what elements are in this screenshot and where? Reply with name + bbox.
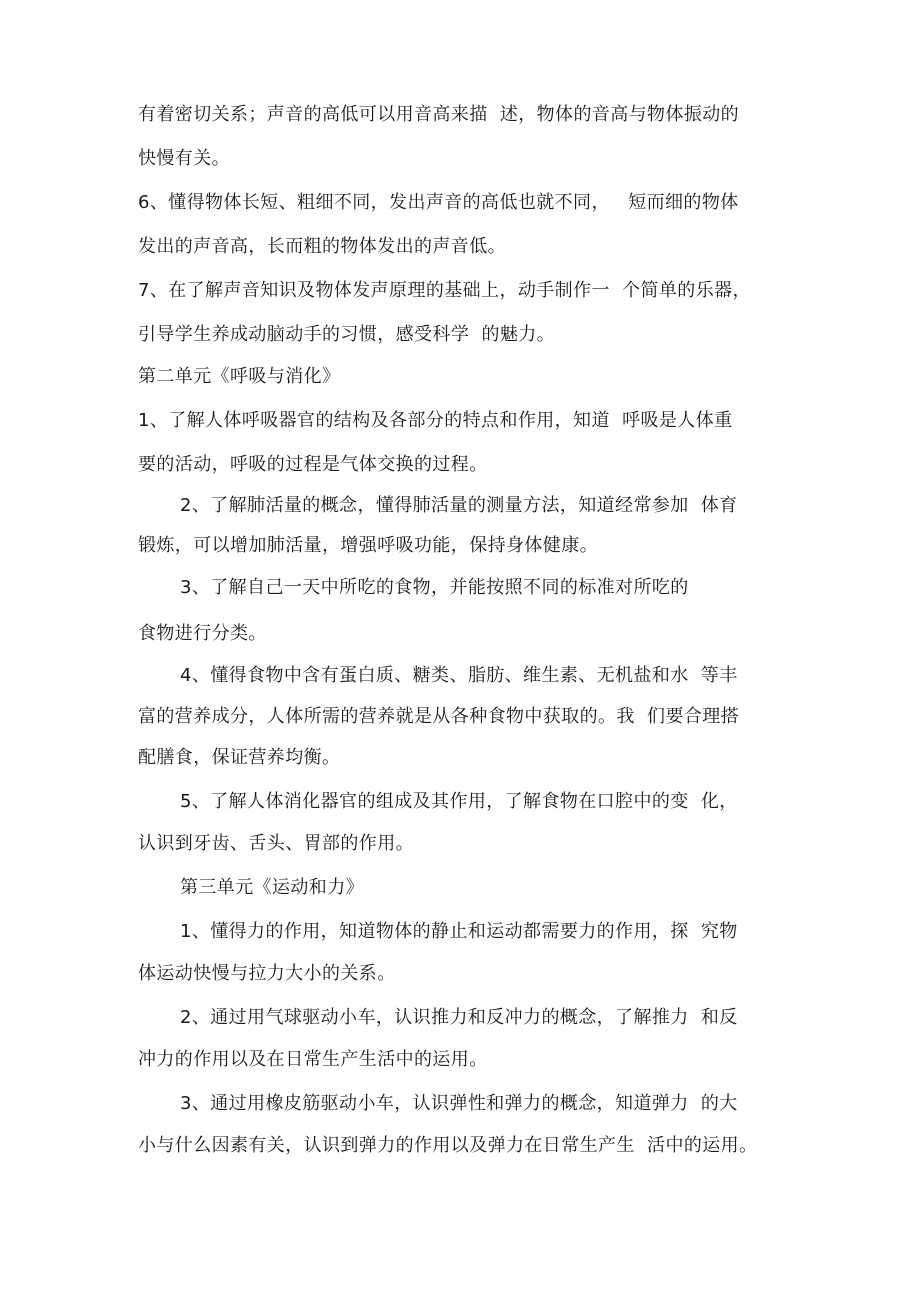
- text-line: 要的活动，呼吸的过程是气体交换的过程。: [138, 454, 488, 475]
- list-item-3: 3、通过用橡皮筋驱动小车，认识弹性和弹力的概念，知道弹力 的大: [180, 1093, 738, 1114]
- section-heading-unit-3: 第三单元《运动和力》: [180, 877, 364, 898]
- list-item-2: 2、了解肺活量的概念，懂得肺活量的测量方法，知道经常参加 体育: [180, 495, 738, 516]
- text-line: 快慢有关。: [138, 148, 230, 169]
- text-line: 冲力的作用以及在日常生产生活中的运用。: [138, 1049, 488, 1070]
- text-line: 食物进行分类。: [138, 623, 267, 644]
- text-line: 有着密切关系；声音的高低可以用音高来描 述，物体的音高与物体振动的: [138, 104, 740, 125]
- text-line: 配膳食，保证营养均衡。: [138, 747, 341, 768]
- list-item-4: 4、懂得食物中含有蛋白质、糖类、脂肪、维生素、无机盐和水 等丰: [180, 665, 738, 686]
- list-item-6: 6、懂得物体长短、粗细不同，发出声音的高低也就不同， 短而细的物体: [138, 192, 739, 213]
- list-item-1: 1、了解人体呼吸器官的结构及各部分的特点和作用，知道 呼吸是人体重: [138, 410, 733, 431]
- text-line: 锻炼，可以增加肺活量，增强呼吸功能，保持身体健康。: [138, 535, 598, 556]
- list-item-7: 7、在了解声音知识及物体发声原理的基础上，动手制作一 个简单的乐器，: [138, 280, 751, 301]
- text-line: 小与什么因素有关，认识到弹力的作用以及弹力在日常生产生 活中的运用。: [138, 1135, 758, 1156]
- list-item-3: 3、了解自己一天中所吃的食物，并能按照不同的标准对所吃的: [180, 577, 689, 598]
- text-line: 引导学生养成动脑动手的习惯，感受科学 的魅力。: [138, 324, 556, 345]
- list-item-2: 2、通过用气球驱动小车，认识推力和反冲力的概念，了解推力 和反: [180, 1007, 738, 1028]
- list-item-5: 5、了解人体消化器官的组成及其作用，了解食物在口腔中的变 化，: [180, 791, 738, 812]
- section-heading-unit-2: 第二单元《呼吸与消化》: [138, 366, 341, 387]
- text-line: 发出的声音高，长而粗的物体发出的声音低。: [138, 236, 506, 257]
- text-line: 富的营养成分，人体所需的营养就是从各种食物中获取的。我 们要合理搭: [138, 706, 740, 727]
- text-line: 体运动快慢与拉力大小的关系。: [138, 963, 396, 984]
- text-line: 认识到牙齿、舌头、胃部的作用。: [138, 833, 414, 854]
- list-item-1: 1、懂得力的作用，知道物体的静止和运动都需要力的作用，探 究物: [180, 921, 738, 942]
